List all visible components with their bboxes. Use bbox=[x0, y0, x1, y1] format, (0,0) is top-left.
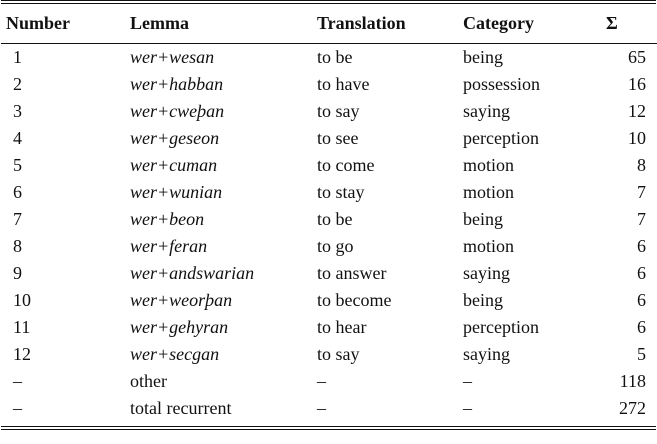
cell-category: saying bbox=[463, 263, 510, 283]
bottom-rule-outer bbox=[1, 429, 656, 430]
cell-number: 11 bbox=[13, 317, 31, 337]
cell-number: 6 bbox=[13, 182, 22, 202]
lemma-text: wer+habban bbox=[130, 74, 224, 94]
table-row bbox=[1, 152, 657, 179]
frequency-table bbox=[1, 4, 657, 422]
header-translation: Translation bbox=[317, 13, 406, 33]
table-row bbox=[1, 368, 657, 395]
cell-lemma bbox=[130, 395, 317, 422]
cell-lemma bbox=[130, 44, 317, 71]
lemma-text: wer+cweþan bbox=[130, 101, 225, 121]
cell-translation: to say bbox=[317, 101, 360, 121]
cell-sum: 6 bbox=[637, 290, 646, 310]
table-row bbox=[1, 260, 657, 287]
cell-sum: 6 bbox=[637, 317, 646, 337]
cell-number: 3 bbox=[13, 101, 22, 121]
table-row bbox=[1, 314, 657, 341]
table-body bbox=[1, 44, 657, 422]
cell-sum: 7 bbox=[637, 209, 646, 229]
table-row bbox=[1, 287, 657, 314]
cell-category: perception bbox=[463, 317, 539, 337]
header-row bbox=[1, 4, 657, 44]
cell-lemma bbox=[130, 314, 317, 341]
header-sum: Σ bbox=[606, 13, 618, 33]
table-row bbox=[1, 71, 657, 98]
cell-lemma bbox=[130, 98, 317, 125]
cell-sum: 7 bbox=[637, 182, 646, 202]
cell-category: saying bbox=[463, 344, 510, 364]
lemma-text: wer+gehyran bbox=[130, 317, 229, 337]
cell-sum: 6 bbox=[637, 263, 646, 283]
table-row bbox=[1, 44, 657, 71]
table-row bbox=[1, 341, 657, 368]
top-rule-outer bbox=[1, 0, 656, 1]
cell-translation: to go bbox=[317, 236, 354, 256]
lemma-text: wer+weorþan bbox=[130, 290, 233, 310]
cell-sum: 8 bbox=[637, 155, 646, 175]
cell-sum: 12 bbox=[628, 101, 646, 121]
cell-lemma bbox=[130, 233, 317, 260]
cell-translation: – bbox=[317, 371, 326, 391]
table-row bbox=[1, 98, 657, 125]
lemma-text: wer+beon bbox=[130, 209, 205, 229]
lemma-text: wer+feran bbox=[130, 236, 208, 256]
cell-number: 7 bbox=[13, 209, 22, 229]
cell-category: motion bbox=[463, 182, 515, 202]
lemma-text: wer+andswarian bbox=[130, 263, 255, 283]
cell-number: – bbox=[13, 398, 22, 418]
cell-translation: to have bbox=[317, 74, 370, 94]
cell-lemma bbox=[130, 368, 317, 395]
cell-category: perception bbox=[463, 128, 539, 148]
header-number: Number bbox=[6, 13, 70, 33]
cell-translation: to be bbox=[317, 47, 353, 67]
cell-translation: to become bbox=[317, 290, 392, 310]
lemma-text: wer+wunian bbox=[130, 182, 223, 202]
cell-lemma bbox=[130, 206, 317, 233]
cell-number: 9 bbox=[13, 263, 22, 283]
cell-number: 12 bbox=[13, 344, 31, 364]
cell-translation: to stay bbox=[317, 182, 365, 202]
lemma-text: wer+cuman bbox=[130, 155, 218, 175]
cell-sum: 16 bbox=[628, 74, 646, 94]
cell-category: being bbox=[463, 290, 503, 310]
cell-category: being bbox=[463, 209, 503, 229]
cell-sum: 6 bbox=[637, 236, 646, 256]
cell-category: saying bbox=[463, 101, 510, 121]
lemma-text: wer+secgan bbox=[130, 344, 220, 364]
cell-lemma bbox=[130, 152, 317, 179]
cell-number: – bbox=[13, 371, 22, 391]
table-row bbox=[1, 206, 657, 233]
lemma-text: other bbox=[130, 371, 167, 391]
cell-translation: to see bbox=[317, 128, 359, 148]
cell-number: 4 bbox=[13, 128, 22, 148]
cell-number: 10 bbox=[13, 290, 31, 310]
lemma-text: wer+geseon bbox=[130, 128, 220, 148]
cell-translation: – bbox=[317, 398, 326, 418]
cell-translation: to hear bbox=[317, 317, 367, 337]
cell-translation: to say bbox=[317, 344, 360, 364]
table-row bbox=[1, 395, 657, 422]
cell-lemma bbox=[130, 125, 317, 152]
cell-translation: to be bbox=[317, 209, 353, 229]
header-lemma: Lemma bbox=[130, 13, 189, 33]
cell-lemma bbox=[130, 260, 317, 287]
lemma-text: total recurrent bbox=[130, 398, 232, 418]
cell-number: 5 bbox=[13, 155, 22, 175]
cell-sum: 118 bbox=[619, 371, 646, 391]
table-row bbox=[1, 233, 657, 260]
table-row bbox=[1, 125, 657, 152]
cell-category: – bbox=[463, 398, 472, 418]
cell-category: motion bbox=[463, 236, 515, 256]
table-row bbox=[1, 179, 657, 206]
cell-sum: 272 bbox=[619, 398, 646, 418]
cell-sum: 5 bbox=[637, 344, 646, 364]
frequency-table-container bbox=[1, 0, 656, 430]
cell-number: 2 bbox=[13, 74, 22, 94]
cell-number: 8 bbox=[13, 236, 22, 256]
cell-number: 1 bbox=[13, 47, 22, 67]
cell-lemma bbox=[130, 287, 317, 314]
cell-category: being bbox=[463, 47, 503, 67]
cell-category: – bbox=[463, 371, 472, 391]
lemma-text: wer+wesan bbox=[130, 47, 215, 67]
cell-translation: to come bbox=[317, 155, 375, 175]
cell-sum: 65 bbox=[628, 47, 646, 67]
bottom-rule-inner bbox=[1, 426, 656, 427]
cell-sum: 10 bbox=[628, 128, 646, 148]
cell-category: possession bbox=[463, 74, 541, 94]
cell-lemma bbox=[130, 341, 317, 368]
cell-lemma bbox=[130, 71, 317, 98]
header-category: Category bbox=[463, 13, 534, 33]
cell-translation: to answer bbox=[317, 263, 387, 283]
cell-lemma bbox=[130, 179, 317, 206]
cell-category: motion bbox=[463, 155, 515, 175]
